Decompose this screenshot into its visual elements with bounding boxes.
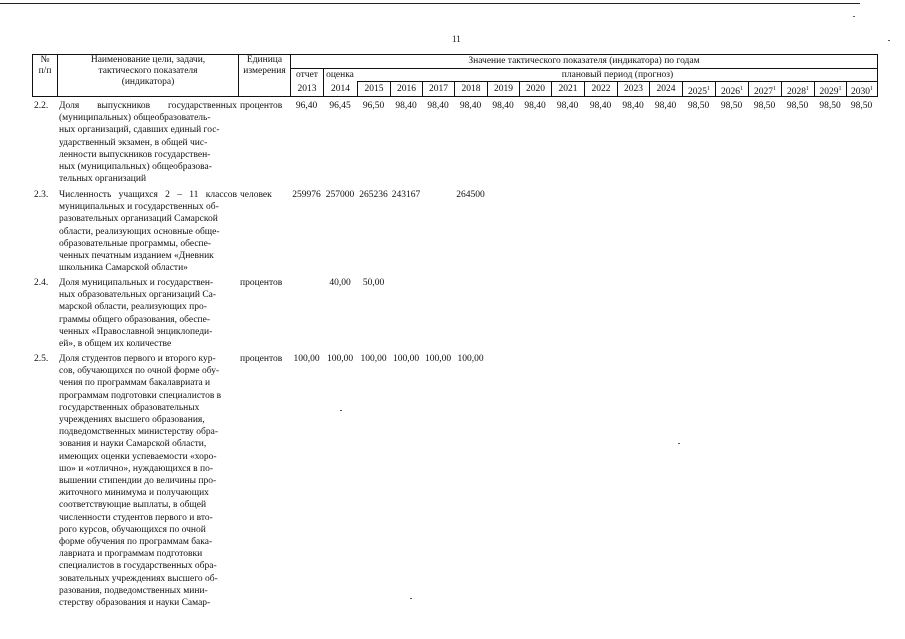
table-cell: 98,50	[687, 101, 710, 111]
table-cell: 98,50	[850, 101, 873, 111]
table-cell: 257000	[325, 190, 355, 200]
row-name: Доля выпускников государственных (муниципальных) общеобразователь- ных организаций, сдавших единый гос- ударственный экзамен, в общей чис- ленности выпускников государствен- ных (муниципальных) общеобразова- тельных организаций	[59, 101, 237, 185]
year-label: 2017	[429, 84, 448, 94]
scan-speck	[853, 16, 855, 17]
row-unit: процентов	[240, 354, 283, 364]
table-cell: 98,50	[786, 101, 809, 111]
scan-speck	[888, 40, 890, 41]
year-label: 2015	[364, 84, 384, 94]
year-header	[618, 84, 649, 95]
year-header	[358, 84, 390, 95]
header-name: Наименование цели, задачи, тактического показателя (индикатора)	[90, 55, 206, 87]
year-label: 2028	[787, 87, 806, 98]
year-label: 2025	[688, 87, 707, 98]
table-cell: 98,40	[395, 101, 417, 111]
year-header	[847, 84, 877, 98]
scan-speck	[410, 598, 412, 599]
year-header	[291, 84, 323, 95]
year-label: 2026	[721, 87, 740, 98]
header-unit: Единица измерения	[243, 55, 286, 76]
header-estimate: оценка	[326, 70, 354, 80]
header-values: Значение тактического показателя (индикатора) по годам	[468, 56, 700, 66]
year-label: 2014	[331, 84, 350, 94]
year-label: 2022	[591, 84, 611, 94]
footnote-mark: 1	[838, 86, 842, 92]
year-label: 2016	[397, 84, 416, 94]
table-cell: 98,40	[654, 101, 677, 111]
year-label: 2019	[494, 84, 513, 94]
year-label: 2030	[851, 87, 870, 98]
footnote-mark: 1	[707, 86, 710, 92]
row-number: 2.3.	[34, 190, 49, 200]
row-name: Доля студентов первого и второго кур- сов, обучающихся по очной форме обу- чения по программам бакалавриата и программам подготовки специалистов в государственных образовательных учреждениях высшего образования, подведомственных министерству обра- зования и науки Самарской области, имеющих оценки успеваемости «хоро- шо» и «отлично», нуждающихся в по- вышении стипендии до величины про- житочного минимума и получающих соответствующие выплаты, в общей численности студентов первого и вто- рого курсов, обучающихся по очной форме обучения по программам бака- лавриата и программам подготовки специалистов в государственных обра- зовательных учреждениях высшего об- разования, подведомственных мини- стерству образования и науки Самар-	[59, 354, 222, 609]
footnote-mark: 1	[870, 86, 873, 92]
year-header	[455, 84, 487, 95]
table-cell: 98,40	[622, 101, 644, 111]
year-label: 2023	[624, 84, 643, 94]
table-cell: 259976	[292, 190, 321, 200]
row-name: Доля муниципальных и государствен- ных образовательных организаций Са- марской области, реализующих про- граммы общего образования, обеспе- ченных «Православной энциклопеди- ей», в общем их количестве	[59, 278, 217, 350]
header-sub-rule	[290, 68, 878, 69]
footnote-mark: 1	[773, 86, 776, 92]
table-cell: 98,50	[753, 101, 776, 111]
table-cell: 98,50	[819, 101, 841, 111]
table-cell: 265236	[359, 190, 388, 200]
row-unit: процентов	[240, 278, 283, 288]
year-header	[585, 84, 617, 95]
year-label: 2027	[754, 87, 773, 98]
table-cell: 96,50	[362, 101, 385, 111]
year-header	[815, 84, 846, 98]
year-header	[782, 84, 814, 98]
year-header	[391, 84, 422, 95]
table-cell: 100,00	[293, 354, 320, 364]
table-cell: 96,45	[329, 101, 351, 111]
table-cell: 100,00	[424, 354, 452, 364]
table-cell: 40,00	[329, 278, 351, 288]
row-number: 2.5.	[34, 354, 49, 364]
row-name: Численность учащихся 2 – 11 классов муниципальных и государственных об- разовательных организаций Самарской области, реализующих основные обще- образовательные программы, обеспе- ченных печатным изданием «Дневник школьника Самарской области»	[59, 190, 237, 274]
year-label: 2024	[656, 84, 676, 94]
year-header	[716, 84, 748, 98]
year-label: 2029	[819, 87, 839, 98]
header-num: № п/п	[38, 55, 52, 76]
table-cell: 98,40	[556, 101, 579, 111]
scan-edge-line	[0, 3, 860, 4]
year-header	[488, 84, 519, 95]
year-label: 2018	[461, 84, 481, 94]
page-number: 11	[452, 34, 461, 44]
year-label: 2020	[526, 84, 545, 94]
year-header	[423, 84, 454, 95]
header-plan: плановый период (прогноз)	[561, 70, 674, 80]
year-header	[324, 84, 357, 95]
table-cell: 98,40	[589, 101, 612, 111]
table-cell: 98,50	[720, 101, 743, 111]
year-header	[520, 84, 551, 95]
scan-speck	[678, 443, 680, 444]
table-cell: 98,40	[459, 101, 482, 111]
footnote-mark: 1	[740, 86, 743, 92]
table-cell: 98,40	[524, 101, 546, 111]
row-number: 2.4.	[34, 278, 49, 288]
scan-speck	[340, 410, 342, 411]
header-report: отчет	[296, 70, 318, 80]
year-header	[650, 84, 682, 95]
table-cell: 243167	[391, 190, 421, 200]
footnote-mark: 1	[806, 86, 809, 92]
table-cell: 100,00	[360, 354, 387, 364]
table-cell: 98,40	[492, 101, 514, 111]
year-label: 2013	[297, 84, 317, 94]
row-unit: человек	[240, 190, 272, 200]
table-cell: 98,40	[427, 101, 449, 111]
table-cell: 100,00	[326, 354, 354, 364]
year-label: 2021	[558, 84, 578, 94]
row-number: 2.2.	[34, 101, 49, 111]
table-cell: 50,00	[362, 278, 385, 288]
table-cell: 100,00	[392, 354, 420, 364]
year-header	[552, 84, 584, 95]
row-unit: процентов	[240, 101, 283, 111]
table-cell: 100,00	[457, 354, 484, 364]
table-cell: 264500	[456, 190, 485, 200]
year-header	[683, 84, 715, 98]
col-rule	[877, 54, 878, 96]
year-header	[749, 84, 781, 98]
table-cell: 96,40	[295, 101, 318, 111]
